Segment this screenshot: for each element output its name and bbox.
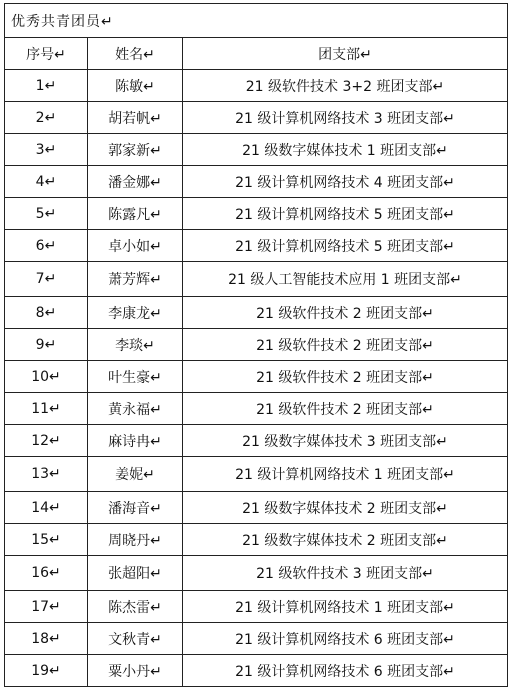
- table-row: [5, 457, 508, 492]
- table-body: [5, 4, 508, 687]
- cell-branch: 21 级软件技术 2 班团支部↵: [183, 329, 508, 361]
- cell-name: 文秋青↵: [88, 623, 183, 655]
- cell-branch: 21 级软件技术 2 班团支部↵: [183, 393, 508, 425]
- table-row: [5, 524, 508, 556]
- cell-num: 1↵: [5, 70, 88, 102]
- table-row: [5, 425, 508, 457]
- cell-branch: 21 级数字媒体技术 2 班团支部↵: [183, 524, 508, 556]
- table-row: [5, 655, 508, 687]
- cell-branch: 21 级计算机网络技术 1 班团支部↵: [183, 457, 508, 492]
- table-row: [5, 166, 508, 198]
- cell-branch: 21 级软件技术 2 班团支部↵: [183, 297, 508, 329]
- cell-num: 5↵: [5, 198, 88, 230]
- cell-num: 8↵: [5, 297, 88, 329]
- cell-branch: 21 级计算机网络技术 1 班团支部↵: [183, 591, 508, 623]
- table-row: [5, 70, 508, 102]
- cell-num: 15↵: [5, 524, 88, 556]
- table-row: [5, 297, 508, 329]
- table-row: [5, 262, 508, 297]
- cell-name: 陈杰雷↵: [88, 591, 183, 623]
- cell-name: 陈露凡↵: [88, 198, 183, 230]
- cell-branch: 21 级计算机网络技术 3 班团支部↵: [183, 102, 508, 134]
- cell-name: 叶生豪↵: [88, 361, 183, 393]
- table-title: 优秀共青团员↵: [5, 4, 508, 38]
- cell-num: 12↵: [5, 425, 88, 457]
- table-row: [5, 393, 508, 425]
- table-row: [5, 198, 508, 230]
- cell-branch: 21 级计算机网络技术 6 班团支部↵: [183, 623, 508, 655]
- cell-branch: 21 级人工智能技术应用 1 班团支部↵: [183, 262, 508, 297]
- cell-num: 13↵: [5, 457, 88, 492]
- cell-name: 粟小丹↵: [88, 655, 183, 687]
- cell-name: 麻诗冉↵: [88, 425, 183, 457]
- cell-branch: 21 级计算机网络技术 5 班团支部↵: [183, 230, 508, 262]
- cell-name: 卓小如↵: [88, 230, 183, 262]
- column-header-name: 姓名↵: [88, 38, 183, 70]
- table-row: [5, 556, 508, 591]
- cell-num: 11↵: [5, 393, 88, 425]
- cell-name: 潘海音↵: [88, 492, 183, 524]
- cell-num: 9↵: [5, 329, 88, 361]
- table-row: [5, 134, 508, 166]
- table-row: [5, 492, 508, 524]
- member-table: [4, 3, 508, 687]
- cell-num: 2↵: [5, 102, 88, 134]
- cell-num: 7↵: [5, 262, 88, 297]
- cell-num: 10↵: [5, 361, 88, 393]
- cell-branch: 21 级数字媒体技术 2 班团支部↵: [183, 492, 508, 524]
- cell-name: 黄永福↵: [88, 393, 183, 425]
- cell-name: 姜妮↵: [88, 457, 183, 492]
- cell-name: 萧芳辉↵: [88, 262, 183, 297]
- cell-name: 潘金娜↵: [88, 166, 183, 198]
- cell-num: 14↵: [5, 492, 88, 524]
- cell-branch: 21 级计算机网络技术 6 班团支部↵: [183, 655, 508, 687]
- cell-name: 李琰↵: [88, 329, 183, 361]
- cell-branch: 21 级软件技术 3 班团支部↵: [183, 556, 508, 591]
- table-row: [5, 230, 508, 262]
- table-header-row: [5, 38, 508, 70]
- cell-num: 17↵: [5, 591, 88, 623]
- cell-num: 4↵: [5, 166, 88, 198]
- cell-num: 18↵: [5, 623, 88, 655]
- table-row: [5, 591, 508, 623]
- cell-branch: 21 级软件技术 2 班团支部↵: [183, 361, 508, 393]
- column-header-branch: 团支部↵: [183, 38, 508, 70]
- cell-branch: 21 级软件技术 3+2 班团支部↵: [183, 70, 508, 102]
- table-title-row: [5, 4, 508, 38]
- cell-name: 李康龙↵: [88, 297, 183, 329]
- cell-branch: 21 级计算机网络技术 4 班团支部↵: [183, 166, 508, 198]
- cell-branch: 21 级数字媒体技术 1 班团支部↵: [183, 134, 508, 166]
- cell-num: 16↵: [5, 556, 88, 591]
- cell-num: 19↵: [5, 655, 88, 687]
- cell-num: 6↵: [5, 230, 88, 262]
- cell-name: 周晓丹↵: [88, 524, 183, 556]
- table-row: [5, 361, 508, 393]
- table-row: [5, 102, 508, 134]
- column-header-num: 序号↵: [5, 38, 88, 70]
- cell-branch: 21 级计算机网络技术 5 班团支部↵: [183, 198, 508, 230]
- table-row: [5, 623, 508, 655]
- cell-branch: 21 级数字媒体技术 3 班团支部↵: [183, 425, 508, 457]
- cell-num: 3↵: [5, 134, 88, 166]
- cell-name: 陈敏↵: [88, 70, 183, 102]
- table-row: [5, 329, 508, 361]
- cell-name: 郭家新↵: [88, 134, 183, 166]
- cell-name: 胡若帆↵: [88, 102, 183, 134]
- cell-name: 张超阳↵: [88, 556, 183, 591]
